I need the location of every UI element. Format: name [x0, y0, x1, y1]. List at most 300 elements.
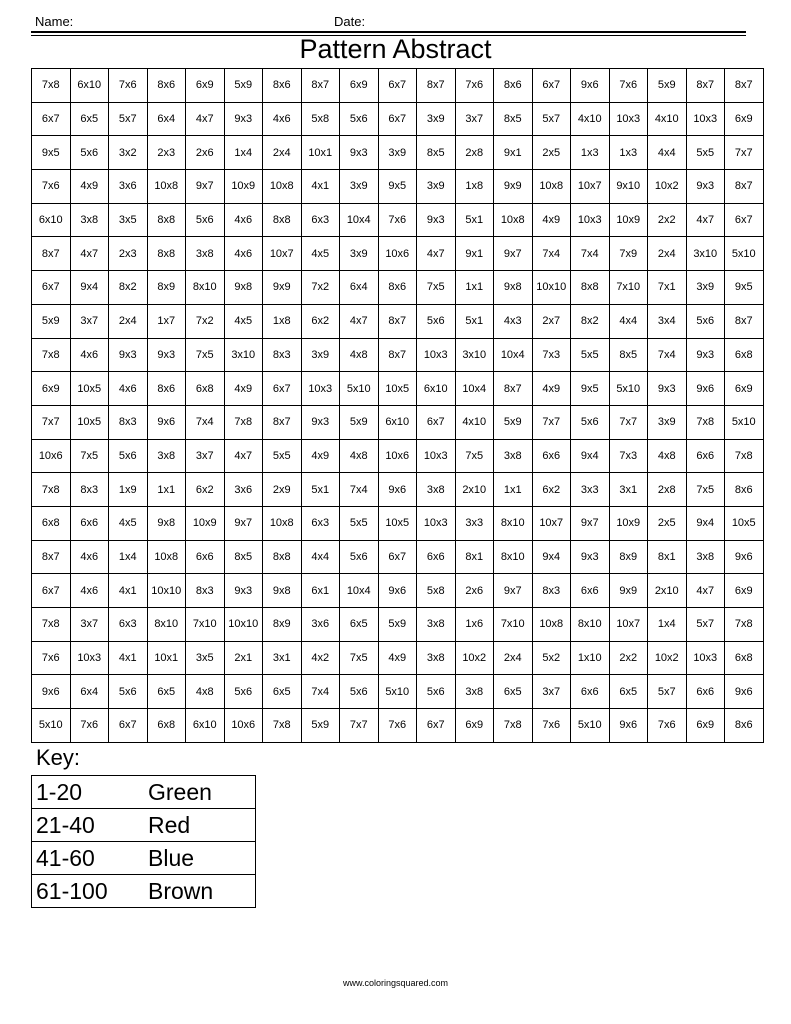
grid-cell[interactable]: 8x3 [70, 473, 109, 507]
grid-cell[interactable]: 3x8 [417, 473, 456, 507]
grid-cell[interactable]: 9x9 [263, 271, 302, 305]
grid-cell[interactable]: 3x6 [109, 170, 148, 204]
grid-cell[interactable]: 9x8 [263, 574, 302, 608]
grid-cell[interactable]: 8x7 [378, 304, 417, 338]
grid-cell[interactable]: 9x8 [494, 271, 533, 305]
grid-cell[interactable]: 5x9 [648, 69, 687, 103]
grid-cell[interactable]: 10x8 [263, 506, 302, 540]
grid-cell[interactable]: 6x10 [378, 405, 417, 439]
grid-cell[interactable]: 6x9 [340, 69, 379, 103]
grid-cell[interactable]: 9x7 [571, 506, 610, 540]
grid-cell[interactable]: 6x10 [70, 69, 109, 103]
grid-cell[interactable]: 7x6 [32, 170, 71, 204]
grid-cell[interactable]: 9x4 [532, 540, 571, 574]
grid-cell[interactable]: 8x8 [571, 271, 610, 305]
grid-cell[interactable]: 10x8 [532, 170, 571, 204]
grid-cell[interactable]: 4x8 [340, 338, 379, 372]
grid-cell[interactable]: 2x4 [109, 304, 148, 338]
grid-cell[interactable]: 6x4 [70, 675, 109, 709]
grid-cell[interactable]: 1x1 [455, 271, 494, 305]
grid-cell[interactable]: 10x10 [224, 608, 263, 642]
grid-cell[interactable]: 9x3 [147, 338, 186, 372]
grid-cell[interactable]: 6x9 [455, 709, 494, 743]
grid-cell[interactable]: 9x6 [378, 473, 417, 507]
grid-cell[interactable]: 5x5 [263, 439, 302, 473]
grid-cell[interactable]: 5x1 [455, 304, 494, 338]
grid-cell[interactable]: 3x2 [109, 136, 148, 170]
grid-cell[interactable]: 8x7 [725, 69, 764, 103]
grid-cell[interactable]: 5x6 [109, 675, 148, 709]
grid-cell[interactable]: 8x6 [147, 69, 186, 103]
grid-cell[interactable]: 3x4 [648, 304, 687, 338]
grid-cell[interactable]: 10x9 [224, 170, 263, 204]
grid-cell[interactable]: 3x7 [532, 675, 571, 709]
grid-cell[interactable]: 6x7 [378, 540, 417, 574]
grid-cell[interactable]: 1x1 [147, 473, 186, 507]
grid-cell[interactable]: 5x9 [224, 69, 263, 103]
grid-cell[interactable]: 5x9 [494, 405, 533, 439]
grid-cell[interactable]: 1x3 [609, 136, 648, 170]
grid-cell[interactable]: 9x3 [686, 338, 725, 372]
grid-cell[interactable]: 6x10 [186, 709, 225, 743]
grid-cell[interactable]: 5x10 [609, 372, 648, 406]
grid-cell[interactable]: 5x6 [340, 675, 379, 709]
grid-cell[interactable]: 7x7 [340, 709, 379, 743]
grid-cell[interactable]: 4x6 [70, 540, 109, 574]
grid-cell[interactable]: 10x3 [686, 102, 725, 136]
grid-cell[interactable]: 9x5 [571, 372, 610, 406]
grid-cell[interactable]: 9x7 [494, 574, 533, 608]
grid-cell[interactable]: 8x7 [725, 170, 764, 204]
grid-cell[interactable]: 4x9 [70, 170, 109, 204]
grid-cell[interactable]: 2x9 [263, 473, 302, 507]
grid-cell[interactable]: 10x2 [455, 641, 494, 675]
grid-cell[interactable]: 8x3 [263, 338, 302, 372]
grid-cell[interactable]: 7x6 [70, 709, 109, 743]
grid-cell[interactable]: 8x10 [494, 506, 533, 540]
grid-cell[interactable]: 7x8 [494, 709, 533, 743]
grid-cell[interactable]: 6x10 [32, 203, 71, 237]
grid-cell[interactable]: 8x8 [147, 237, 186, 271]
grid-cell[interactable]: 6x7 [109, 709, 148, 743]
grid-cell[interactable]: 3x8 [70, 203, 109, 237]
grid-cell[interactable]: 8x8 [263, 203, 302, 237]
grid-cell[interactable]: 4x9 [532, 372, 571, 406]
grid-cell[interactable]: 2x4 [494, 641, 533, 675]
grid-cell[interactable]: 8x6 [147, 372, 186, 406]
grid-cell[interactable]: 9x3 [340, 136, 379, 170]
grid-cell[interactable]: 3x7 [70, 304, 109, 338]
grid-cell[interactable]: 8x7 [32, 540, 71, 574]
grid-cell[interactable]: 4x7 [186, 102, 225, 136]
grid-cell[interactable]: 7x7 [609, 405, 648, 439]
grid-cell[interactable]: 7x8 [224, 405, 263, 439]
grid-cell[interactable]: 7x8 [32, 473, 71, 507]
grid-cell[interactable]: 8x10 [147, 608, 186, 642]
grid-cell[interactable]: 7x10 [494, 608, 533, 642]
grid-cell[interactable]: 10x2 [648, 641, 687, 675]
grid-cell[interactable]: 5x10 [725, 237, 764, 271]
grid-cell[interactable]: 5x6 [340, 540, 379, 574]
grid-cell[interactable]: 1x1 [494, 473, 533, 507]
grid-cell[interactable]: 8x3 [186, 574, 225, 608]
grid-cell[interactable]: 7x8 [686, 405, 725, 439]
grid-cell[interactable]: 4x7 [70, 237, 109, 271]
grid-cell[interactable]: 9x3 [224, 574, 263, 608]
grid-cell[interactable]: 10x3 [571, 203, 610, 237]
grid-cell[interactable]: 7x9 [609, 237, 648, 271]
grid-cell[interactable]: 6x8 [725, 338, 764, 372]
grid-cell[interactable]: 3x9 [301, 338, 340, 372]
grid-cell[interactable]: 9x6 [378, 574, 417, 608]
grid-cell[interactable]: 8x7 [32, 237, 71, 271]
grid-cell[interactable]: 8x3 [109, 405, 148, 439]
grid-cell[interactable]: 6x9 [32, 372, 71, 406]
grid-cell[interactable]: 1x4 [109, 540, 148, 574]
grid-cell[interactable]: 9x1 [494, 136, 533, 170]
grid-cell[interactable]: 6x6 [686, 439, 725, 473]
grid-cell[interactable]: 10x8 [147, 540, 186, 574]
grid-cell[interactable]: 5x9 [378, 608, 417, 642]
grid-cell[interactable]: 4x7 [686, 574, 725, 608]
grid-cell[interactable]: 9x6 [32, 675, 71, 709]
grid-cell[interactable]: 10x3 [70, 641, 109, 675]
grid-cell[interactable]: 5x10 [378, 675, 417, 709]
grid-cell[interactable]: 10x6 [378, 237, 417, 271]
grid-cell[interactable]: 6x7 [32, 102, 71, 136]
grid-cell[interactable]: 6x7 [378, 69, 417, 103]
grid-cell[interactable]: 2x3 [147, 136, 186, 170]
grid-cell[interactable]: 2x2 [648, 203, 687, 237]
grid-cell[interactable]: 4x9 [301, 439, 340, 473]
grid-cell[interactable]: 10x3 [417, 506, 456, 540]
grid-cell[interactable]: 6x6 [532, 439, 571, 473]
grid-cell[interactable]: 3x9 [340, 170, 379, 204]
grid-cell[interactable]: 6x8 [32, 506, 71, 540]
grid-cell[interactable]: 5x5 [571, 338, 610, 372]
grid-cell[interactable]: 6x9 [725, 102, 764, 136]
grid-cell[interactable]: 2x10 [455, 473, 494, 507]
grid-cell[interactable]: 9x3 [301, 405, 340, 439]
grid-cell[interactable]: 7x6 [648, 709, 687, 743]
grid-cell[interactable]: 5x6 [417, 675, 456, 709]
grid-cell[interactable]: 3x9 [340, 237, 379, 271]
grid-cell[interactable]: 6x2 [301, 304, 340, 338]
grid-cell[interactable]: 6x6 [70, 506, 109, 540]
grid-cell[interactable]: 7x6 [109, 69, 148, 103]
grid-cell[interactable]: 2x4 [648, 237, 687, 271]
grid-cell[interactable]: 7x8 [32, 608, 71, 642]
grid-cell[interactable]: 5x9 [301, 709, 340, 743]
grid-cell[interactable]: 6x9 [186, 69, 225, 103]
grid-cell[interactable]: 9x6 [725, 540, 764, 574]
grid-cell[interactable]: 9x5 [32, 136, 71, 170]
grid-cell[interactable]: 8x6 [725, 709, 764, 743]
grid-cell[interactable]: 4x10 [571, 102, 610, 136]
grid-cell[interactable]: 2x1 [224, 641, 263, 675]
grid-cell[interactable]: 7x7 [32, 405, 71, 439]
grid-cell[interactable]: 6x5 [340, 608, 379, 642]
grid-cell[interactable]: 8x5 [609, 338, 648, 372]
grid-cell[interactable]: 5x7 [686, 608, 725, 642]
grid-cell[interactable]: 5x5 [686, 136, 725, 170]
grid-cell[interactable]: 5x6 [340, 102, 379, 136]
grid-cell[interactable]: 10x1 [301, 136, 340, 170]
grid-cell[interactable]: 8x5 [224, 540, 263, 574]
grid-cell[interactable]: 7x4 [571, 237, 610, 271]
grid-cell[interactable]: 5x6 [571, 405, 610, 439]
grid-cell[interactable]: 6x7 [417, 405, 456, 439]
grid-cell[interactable]: 4x6 [70, 574, 109, 608]
grid-cell[interactable]: 7x1 [648, 271, 687, 305]
grid-cell[interactable]: 9x5 [725, 271, 764, 305]
grid-cell[interactable]: 9x4 [571, 439, 610, 473]
grid-cell[interactable]: 4x4 [609, 304, 648, 338]
grid-cell[interactable]: 9x3 [109, 338, 148, 372]
grid-cell[interactable]: 7x7 [725, 136, 764, 170]
grid-cell[interactable]: 6x3 [301, 203, 340, 237]
grid-cell[interactable]: 1x4 [648, 608, 687, 642]
grid-cell[interactable]: 7x4 [301, 675, 340, 709]
grid-cell[interactable]: 7x4 [532, 237, 571, 271]
grid-cell[interactable]: 6x2 [186, 473, 225, 507]
grid-cell[interactable]: 6x7 [725, 203, 764, 237]
grid-cell[interactable]: 6x6 [686, 675, 725, 709]
grid-cell[interactable]: 10x4 [340, 574, 379, 608]
grid-cell[interactable]: 9x9 [609, 574, 648, 608]
grid-cell[interactable]: 4x6 [263, 102, 302, 136]
grid-cell[interactable]: 10x5 [70, 372, 109, 406]
grid-cell[interactable]: 8x10 [494, 540, 533, 574]
grid-cell[interactable]: 4x6 [70, 338, 109, 372]
grid-cell[interactable]: 6x7 [263, 372, 302, 406]
grid-cell[interactable]: 3x8 [186, 237, 225, 271]
grid-cell[interactable]: 10x5 [70, 405, 109, 439]
grid-cell[interactable]: 7x8 [32, 69, 71, 103]
grid-cell[interactable]: 9x9 [494, 170, 533, 204]
grid-cell[interactable]: 3x9 [417, 102, 456, 136]
grid-cell[interactable]: 5x1 [301, 473, 340, 507]
grid-cell[interactable]: 6x9 [725, 574, 764, 608]
grid-cell[interactable]: 7x8 [32, 338, 71, 372]
grid-cell[interactable]: 8x9 [147, 271, 186, 305]
grid-cell[interactable]: 5x8 [301, 102, 340, 136]
grid-cell[interactable]: 6x3 [109, 608, 148, 642]
grid-cell[interactable]: 6x6 [186, 540, 225, 574]
grid-cell[interactable]: 8x1 [648, 540, 687, 574]
grid-cell[interactable]: 3x7 [186, 439, 225, 473]
grid-cell[interactable]: 10x3 [609, 102, 648, 136]
grid-cell[interactable]: 7x4 [648, 338, 687, 372]
grid-cell[interactable]: 4x4 [648, 136, 687, 170]
grid-cell[interactable]: 10x7 [532, 506, 571, 540]
grid-cell[interactable]: 3x8 [455, 675, 494, 709]
grid-cell[interactable]: 9x8 [147, 506, 186, 540]
grid-cell[interactable]: 5x9 [32, 304, 71, 338]
grid-cell[interactable]: 7x3 [532, 338, 571, 372]
grid-cell[interactable]: 9x3 [224, 102, 263, 136]
grid-cell[interactable]: 10x7 [263, 237, 302, 271]
grid-cell[interactable]: 5x6 [686, 304, 725, 338]
grid-cell[interactable]: 8x7 [686, 69, 725, 103]
grid-cell[interactable]: 7x4 [186, 405, 225, 439]
grid-cell[interactable]: 10x5 [378, 506, 417, 540]
grid-cell[interactable]: 10x8 [494, 203, 533, 237]
grid-cell[interactable]: 1x4 [224, 136, 263, 170]
grid-cell[interactable]: 10x7 [571, 170, 610, 204]
grid-cell[interactable]: 3x1 [609, 473, 648, 507]
grid-cell[interactable]: 4x4 [301, 540, 340, 574]
grid-cell[interactable]: 5x10 [571, 709, 610, 743]
grid-cell[interactable]: 7x5 [686, 473, 725, 507]
grid-cell[interactable]: 4x6 [109, 372, 148, 406]
grid-cell[interactable]: 6x6 [571, 675, 610, 709]
grid-cell[interactable]: 7x6 [378, 203, 417, 237]
grid-cell[interactable]: 3x8 [417, 641, 456, 675]
grid-cell[interactable]: 5x6 [417, 304, 456, 338]
grid-cell[interactable]: 10x8 [147, 170, 186, 204]
grid-cell[interactable]: 10x8 [532, 608, 571, 642]
grid-cell[interactable]: 4x9 [224, 372, 263, 406]
grid-cell[interactable]: 2x4 [263, 136, 302, 170]
grid-cell[interactable]: 9x5 [378, 170, 417, 204]
grid-cell[interactable]: 5x7 [532, 102, 571, 136]
grid-cell[interactable]: 3x8 [147, 439, 186, 473]
grid-cell[interactable]: 3x10 [455, 338, 494, 372]
grid-cell[interactable]: 5x10 [32, 709, 71, 743]
grid-cell[interactable]: 7x5 [186, 338, 225, 372]
grid-cell[interactable]: 5x10 [340, 372, 379, 406]
grid-cell[interactable]: 4x5 [301, 237, 340, 271]
grid-cell[interactable]: 9x10 [609, 170, 648, 204]
grid-cell[interactable]: 10x6 [378, 439, 417, 473]
grid-cell[interactable]: 8x7 [301, 69, 340, 103]
grid-cell[interactable]: 1x3 [571, 136, 610, 170]
grid-cell[interactable]: 1x10 [571, 641, 610, 675]
grid-cell[interactable]: 6x5 [147, 675, 186, 709]
grid-cell[interactable]: 5x9 [340, 405, 379, 439]
grid-cell[interactable]: 6x3 [301, 506, 340, 540]
grid-cell[interactable]: 4x1 [109, 641, 148, 675]
grid-cell[interactable]: 3x8 [686, 540, 725, 574]
grid-cell[interactable]: 7x10 [186, 608, 225, 642]
grid-cell[interactable]: 8x2 [571, 304, 610, 338]
grid-cell[interactable]: 5x6 [224, 675, 263, 709]
grid-cell[interactable]: 10x6 [32, 439, 71, 473]
grid-cell[interactable]: 6x1 [301, 574, 340, 608]
grid-cell[interactable]: 9x3 [648, 372, 687, 406]
grid-cell[interactable]: 10x8 [263, 170, 302, 204]
grid-cell[interactable]: 9x3 [417, 203, 456, 237]
grid-cell[interactable]: 5x7 [109, 102, 148, 136]
grid-cell[interactable]: 10x5 [725, 506, 764, 540]
grid-cell[interactable]: 9x4 [686, 506, 725, 540]
grid-cell[interactable]: 5x6 [109, 439, 148, 473]
grid-cell[interactable]: 5x5 [340, 506, 379, 540]
grid-cell[interactable]: 6x7 [378, 102, 417, 136]
grid-cell[interactable]: 3x9 [686, 271, 725, 305]
grid-cell[interactable]: 4x7 [417, 237, 456, 271]
grid-cell[interactable]: 6x9 [686, 709, 725, 743]
grid-cell[interactable]: 10x9 [609, 506, 648, 540]
grid-cell[interactable]: 8x7 [263, 405, 302, 439]
grid-cell[interactable]: 5x2 [532, 641, 571, 675]
grid-cell[interactable]: 4x7 [340, 304, 379, 338]
grid-cell[interactable]: 4x7 [686, 203, 725, 237]
grid-cell[interactable]: 8x9 [609, 540, 648, 574]
grid-cell[interactable]: 1x9 [109, 473, 148, 507]
grid-cell[interactable]: 3x3 [455, 506, 494, 540]
grid-cell[interactable]: 7x6 [532, 709, 571, 743]
grid-cell[interactable]: 10x4 [494, 338, 533, 372]
grid-cell[interactable]: 2x8 [648, 473, 687, 507]
grid-cell[interactable]: 4x8 [340, 439, 379, 473]
grid-cell[interactable]: 2x5 [648, 506, 687, 540]
grid-cell[interactable]: 4x10 [648, 102, 687, 136]
grid-cell[interactable]: 8x2 [109, 271, 148, 305]
grid-cell[interactable]: 7x5 [340, 641, 379, 675]
grid-cell[interactable]: 9x7 [224, 506, 263, 540]
grid-cell[interactable]: 10x1 [147, 641, 186, 675]
grid-cell[interactable]: 9x3 [571, 540, 610, 574]
grid-cell[interactable]: 7x6 [609, 69, 648, 103]
grid-cell[interactable]: 1x8 [263, 304, 302, 338]
grid-cell[interactable]: 9x6 [725, 675, 764, 709]
grid-cell[interactable]: 2x2 [609, 641, 648, 675]
grid-cell[interactable]: 7x8 [725, 439, 764, 473]
grid-cell[interactable]: 8x6 [494, 69, 533, 103]
grid-cell[interactable]: 8x3 [532, 574, 571, 608]
grid-cell[interactable]: 4x1 [109, 574, 148, 608]
grid-cell[interactable]: 4x9 [378, 641, 417, 675]
grid-cell[interactable]: 8x8 [263, 540, 302, 574]
grid-cell[interactable]: 10x2 [648, 170, 687, 204]
grid-cell[interactable]: 6x8 [725, 641, 764, 675]
grid-cell[interactable]: 2x3 [109, 237, 148, 271]
grid-cell[interactable]: 4x6 [224, 237, 263, 271]
grid-cell[interactable]: 9x6 [609, 709, 648, 743]
grid-cell[interactable]: 7x3 [609, 439, 648, 473]
grid-cell[interactable]: 7x10 [609, 271, 648, 305]
grid-cell[interactable]: 5x8 [417, 574, 456, 608]
grid-cell[interactable]: 4x8 [186, 675, 225, 709]
grid-cell[interactable]: 6x6 [417, 540, 456, 574]
grid-cell[interactable]: 7x8 [263, 709, 302, 743]
grid-cell[interactable]: 3x5 [186, 641, 225, 675]
grid-cell[interactable]: 9x6 [686, 372, 725, 406]
grid-cell[interactable]: 6x5 [609, 675, 648, 709]
grid-cell[interactable]: 10x9 [186, 506, 225, 540]
grid-cell[interactable]: 6x2 [532, 473, 571, 507]
grid-cell[interactable]: 9x7 [494, 237, 533, 271]
grid-cell[interactable]: 10x10 [532, 271, 571, 305]
grid-cell[interactable]: 9x6 [571, 69, 610, 103]
grid-cell[interactable]: 6x9 [725, 372, 764, 406]
grid-cell[interactable]: 5x6 [186, 203, 225, 237]
grid-cell[interactable]: 2x6 [455, 574, 494, 608]
grid-cell[interactable]: 9x3 [686, 170, 725, 204]
grid-cell[interactable]: 8x6 [378, 271, 417, 305]
grid-cell[interactable]: 4x5 [224, 304, 263, 338]
grid-cell[interactable]: 10x3 [417, 338, 456, 372]
grid-cell[interactable]: 4x7 [224, 439, 263, 473]
grid-cell[interactable]: 6x5 [494, 675, 533, 709]
grid-cell[interactable]: 9x4 [70, 271, 109, 305]
grid-cell[interactable]: 8x6 [725, 473, 764, 507]
grid-cell[interactable]: 3x5 [109, 203, 148, 237]
grid-cell[interactable]: 4x2 [301, 641, 340, 675]
grid-cell[interactable]: 2x7 [532, 304, 571, 338]
